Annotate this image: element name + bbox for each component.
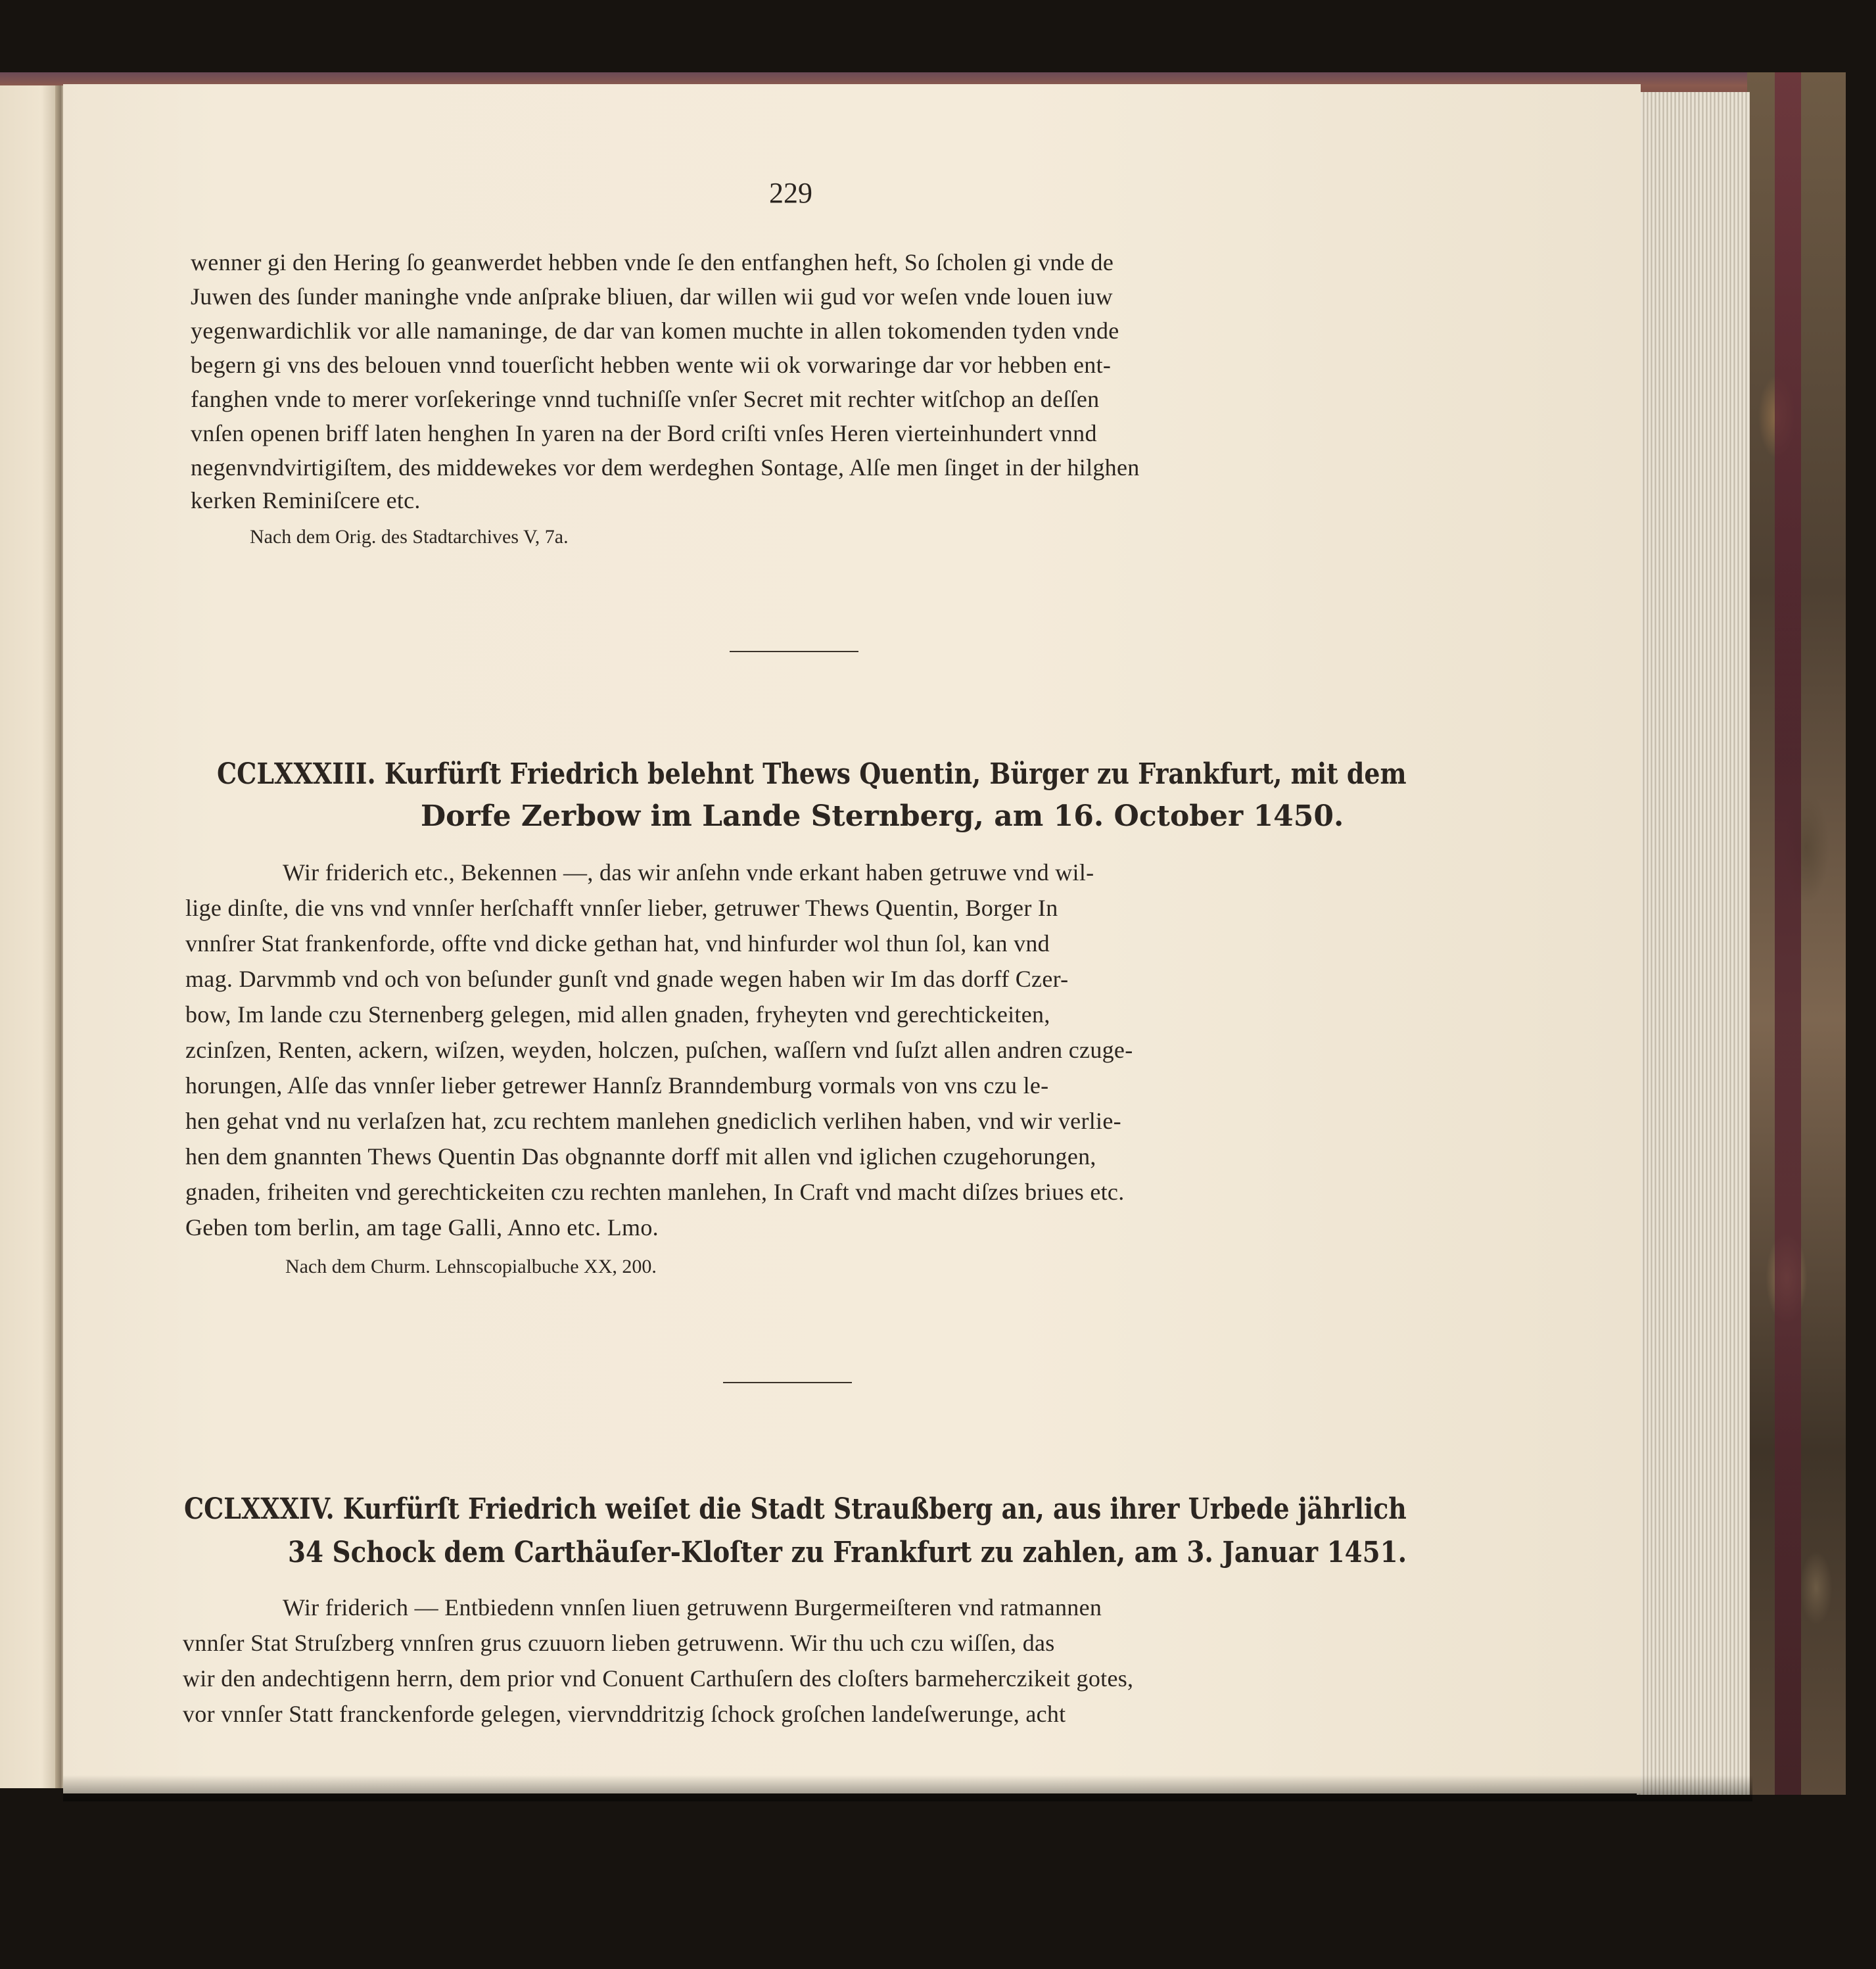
body-line: yegenwardichlik vor alle namaninge, de dar van komen muchte in allen tokomenden tyden vnde — [191, 318, 1119, 344]
body-line: wenner gi den Hering ſo geanwerdet hebben vnde ſe den entfanghen heft, So ſcholen gi vnde de — [191, 249, 1114, 275]
body-line: Wir friderich etc., Bekennen —, das wir anſehn vnde erkant haben getruwe vnd wil- — [283, 859, 1094, 886]
body-line: negenvndvirtigiſtem, des middewekes vor dem werdeghen Sontage, Alſe men ſinget in der hilghen — [191, 454, 1140, 481]
body-line: Geben tom berlin, am tage Galli, Anno etc. Lmo. — [185, 1214, 659, 1241]
document-heading-continued: Dorfe Zerbow im Lande Sternberg, am 16. October 1450. — [421, 799, 1344, 833]
body-line: fanghen vnde to merer vorſekeringe vnnd tuchniſſe vnſer Secret mit rechter witſchop an deſſen — [191, 386, 1100, 412]
body-line: gnaden, friheiten vnd gerechtickeiten czu rechten manlehen, In Craft vnd macht diſzes briues etc. — [185, 1179, 1125, 1205]
cover-spine-edge — [1775, 72, 1801, 1795]
previous-page-edge — [0, 85, 59, 1788]
body-line: Juwen des ſunder maninghe vnde anſprake bliuen, dar willen wii gud vor weſen vnde louen iuw — [191, 283, 1113, 310]
page-number: 229 — [769, 177, 812, 209]
body-line: vnnſrer Stat frankenforde, offte vnd dicke gethan hat, vnd hinfurder wol thun ſol, kan vnd — [185, 930, 1050, 957]
body-line: mag. Darvmmb vnd och von beſunder gunſt vnd gnade wegen haben wir Im das dorff Czer- — [185, 966, 1069, 992]
body-line: lige dinſte, die vns vnd vnnſer herſchafft vnnſer lieber, getruwer Thews Quentin, Borger In — [185, 895, 1058, 921]
body-line: wir den andechtigenn herrn, dem prior vnd Conuent Carthuſern des cloſters barmeherczikeit gotes, — [183, 1665, 1134, 1692]
document-heading: CCLXXXIV. Kurfürſt Friedrich weiſet die Stadt Straußberg an, aus ihrer Urbede jährlich — [184, 1492, 1407, 1526]
source-note: Nach dem Orig. des Stadtarchives V, 7a. — [250, 526, 569, 548]
body-line: begern gi vns des belouen vnnd touerſicht hebben wente wii ok vorwaringe dar vor hebben ent- — [191, 352, 1112, 378]
source-note: Nach dem Churm. Lehnscopialbuche XX, 200. — [285, 1256, 657, 1277]
body-line: Wir friderich — Entbiedenn vnnſen liuen getruwenn Burgermeiſteren vnd ratmannen — [283, 1594, 1102, 1621]
section-divider — [723, 1382, 852, 1383]
document-heading-continued: 34 Schock dem Carthäuſer-Kloſter zu Frankfurt zu zahlen, am 3. Januar 1451. — [288, 1536, 1407, 1569]
body-line: hen gehat vnd nu verlaſzen hat, zcu rechtem manlehen gnediclich verlihen haben, vnd wir verlie- — [185, 1108, 1121, 1134]
body-line: vnſen openen briff laten henghen In yaren na der Bord criſti vnſes Heren vierteinhundert vnnd — [191, 420, 1097, 446]
body-line: vor vnnſer Statt franckenforde gelegen, viervnddritzig ſchock groſchen landeſwerunge, acht — [183, 1701, 1066, 1727]
body-line: bow, Im lande czu Sternenberg gelegen, mid allen gnaden, fryheyten vnd gerechtickeiten, — [185, 1001, 1050, 1028]
body-line: horungen, Alſe das vnnſer lieber getrewer Hannſz Branndemburg vormals von vns czu le- — [185, 1072, 1049, 1099]
body-line: hen dem gnannten Thews Quentin Das obgnannte dorff mit allen vnd iglichen czugehorungen, — [185, 1143, 1096, 1170]
body-line: vnnſer Stat Struſzberg vnnſren grus czuuorn lieben getruwenn. Wir thu uch czu wiſſen, das — [183, 1630, 1055, 1656]
page-shadow — [63, 1775, 1752, 1801]
document-heading: CCLXXXIII. Kurfürſt Friedrich belehnt Thews Quentin, Bürger zu Frankfurt, mit dem — [217, 757, 1407, 791]
body-line: kerken Reminiſcere etc. — [191, 487, 421, 513]
page-stack-edges — [1637, 92, 1750, 1795]
body-line: zcinſzen, Renten, ackern, wiſzen, weyden, holczen, puſchen, waſſern vnd ſuſzt allen andren czuge- — [185, 1037, 1133, 1063]
section-divider — [730, 651, 858, 652]
